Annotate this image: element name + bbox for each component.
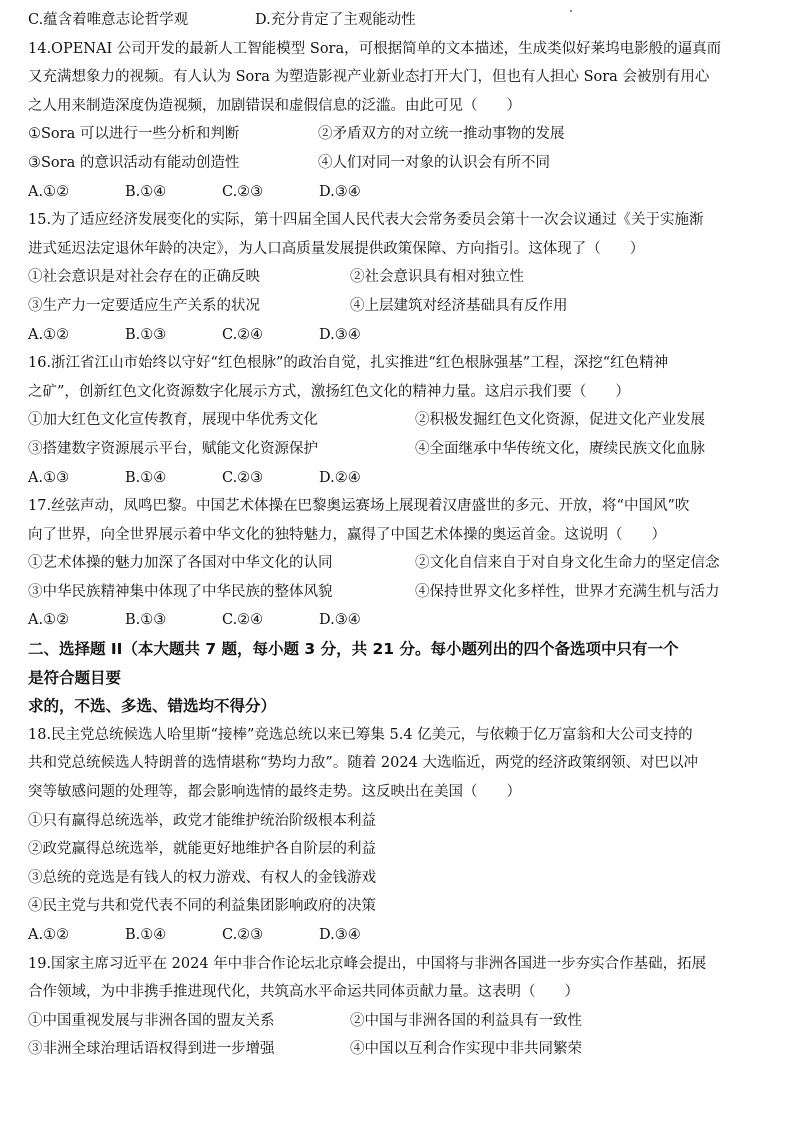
statement-row	[28, 1035, 780, 1064]
statement-3: ③中华民族精神集中体现了中华民族的整体风貌	[28, 583, 333, 600]
choice-b: B.①④	[125, 183, 167, 200]
statement-row	[28, 578, 780, 607]
choice-b: B.①③	[125, 326, 167, 343]
statement-row	[28, 1007, 780, 1036]
question-stem-line: 15.为了适应经济发展变化的实际，第十四届全国人民代表大会常务委员会第十一次会议通过《关于实施渐	[28, 212, 704, 229]
statement-2: ②积极发掘红色文化资源，促进文化产业发展	[415, 412, 705, 429]
choice-b: B.①④	[125, 927, 167, 943]
statement-2: ②矛盾双方的对立统一推动事物的发展	[318, 126, 565, 143]
answer-choices	[28, 464, 780, 493]
choice-a: A.①②	[28, 183, 70, 200]
statement-1: ①社会意识是对社会存在的正确反映	[28, 269, 260, 286]
choice-c: C.②③	[222, 183, 264, 200]
exam-page	[28, 6, 780, 1064]
question-14	[28, 35, 780, 207]
statement-1: ①Sora 可以进行一些分析和判断	[28, 126, 240, 143]
statement-4: ④上层建筑对经济基础具有反作用	[350, 297, 568, 314]
question-stem-line: 又充满想象力的视频。有人认为 Sora 为塑造影视产业新业态打开大门，但也有人担心 Sora 会被别有用心	[28, 69, 710, 86]
question-stem-line: 18.民主党总统候选人哈里斯“接棒”竞选总统以来已筹集 5.4 亿美元，与依赖于亿万富翁和大公司支持的	[28, 726, 693, 743]
statement-row	[28, 549, 780, 578]
choice-c: C.②④	[222, 612, 264, 629]
question-stem-line: 14.OPENAI 公司开发的最新人工智能模型 Sora，可根据简单的文本描述，生成类似好莱坞电影般的逼真而	[28, 40, 722, 57]
statement-row	[28, 149, 780, 178]
question-stem-line: 之矿”，创新红色文化资源数字化展示方式，激扬红色文化的精神力量。这启示我们要（ ）	[28, 383, 630, 400]
statement-row	[28, 435, 780, 464]
statement-3: ③非洲全球治理话语权得到进一步增强	[28, 1041, 275, 1058]
statement-2: ②社会意识具有相对独立性	[350, 269, 524, 286]
question-stem-line: 向了世界，向全世界展示着中华文化的独特魅力，赢得了中国艺术体操的奥运首金。这说明（ ）	[28, 526, 666, 543]
question-stem-line: 16.浙江省江山市始终以守好“红色根脉”的政治自觉，扎实推进“红色根脉强基”工程，深挖“红色精神	[28, 355, 669, 372]
statement-4: ④民主党与共和党代表不同的利益集团影响政府的决策	[28, 898, 376, 915]
question-19	[28, 950, 780, 1064]
question-stem-line: 共和党总统候选人特朗普的选情堪称“势均力敌”。随着 2024 大选临近，两党的经济政策纲领、对巴以冲	[28, 755, 698, 772]
statement-1: ①中国重视发展与非洲各国的盟友关系	[28, 1012, 275, 1029]
section-heading-line: 求的，不选、多选、错选均不得分）	[28, 697, 277, 716]
question-17	[28, 492, 780, 635]
statement-row	[28, 263, 780, 292]
choice-d: D.②④	[319, 469, 361, 486]
statement-1: ①艺术体操的魅力加深了各国对中华文化的认同	[28, 555, 333, 572]
answer-choices	[28, 606, 780, 635]
choice-b: B.①③	[125, 612, 167, 629]
statement-2: ②文化自信来自于对自身文化生命力的坚定信念	[415, 555, 720, 572]
section-heading	[28, 635, 780, 721]
choice-c: C.②④	[222, 326, 264, 343]
choice-c: C.②③	[222, 927, 264, 943]
question-15	[28, 206, 780, 349]
option-c: C.蕴含着唯意志论哲学观	[28, 12, 189, 28]
choice-b: B.①④	[125, 469, 167, 486]
statement-3: ③搭建数字资源展示平台，赋能文化资源保护	[28, 440, 318, 457]
question-stem-line: 合作领域，为中非携手推进现代化，共筑高水平命运共同体贡献力量。这表明（ ）	[28, 984, 579, 1001]
statement-4: ④全面继承中华传统文化，赓续民族文化血脉	[415, 440, 705, 457]
statement-4: ④中国以互利合作实现中非共同繁荣	[350, 1041, 582, 1058]
choice-d: D.③④	[319, 183, 361, 200]
answer-choices	[28, 921, 780, 950]
choice-d: D.③④	[319, 927, 361, 943]
statement-row	[28, 406, 780, 435]
statement-4: ④保持世界文化多样性，世界才充满生机与活力	[415, 583, 720, 600]
option-d: D.充分肯定了主观能动性	[255, 12, 416, 28]
choice-c: C.②③	[222, 469, 264, 486]
section-heading-line: 二、选择题 II（本大题共 7 题，每小题 3 分，共 21 分。每小题列出的四个备选项中只有一个	[28, 640, 679, 659]
statement-row	[28, 292, 780, 321]
answer-choices	[28, 178, 780, 207]
question-stem-line: 之人用来制造深度伪造视频，加剧错误和虚假信息的泛滥。由此可见（ ）	[28, 97, 521, 114]
question-stem-line: 17.丝弦声动，凤鸣巴黎。中国艺术体操在巴黎奥运赛场上展现着汉唐盛世的多元、开放，将“中国风”吹	[28, 498, 690, 515]
statement-2: ②政党赢得总统选举，就能更好地维护各自阶层的利益	[28, 841, 376, 858]
statement-1: ①加大红色文化宣传教育，展现中华优秀文化	[28, 412, 318, 429]
choice-d: D.③④	[319, 612, 361, 629]
choice-a: A.①②	[28, 927, 70, 943]
section-heading-line: 是符合题目要	[28, 668, 122, 687]
question-stem-line: 进式延迟法定退休年龄的决定》，为人口高质量发展提供政策保障、方向指引。这体现了（ ）	[28, 240, 645, 257]
statement-3: ③Sora 的意识活动有能动创造性	[28, 154, 240, 171]
statement-1: ①只有赢得总统选举，政党才能维护统治阶级根本利益	[28, 812, 376, 829]
statement-4: ④人们对同一对象的认识会有所不同	[318, 154, 550, 171]
statement-3: ③总统的竞选是有钱人的权力游戏、有权人的金钱游戏	[28, 869, 376, 886]
top-options-row	[28, 6, 780, 35]
question-stem-line: 19.国家主席习近平在 2024 年中非合作论坛北京峰会提出，中国将与非洲各国进一步夯实合作基础，拓展	[28, 955, 707, 972]
choice-d: D.③④	[319, 326, 361, 343]
choice-a: A.①②	[28, 326, 70, 343]
answer-choices	[28, 321, 780, 350]
question-stem-line: 突等敏感问题的处理等，都会影响选情的最终走势。这反映出在美国（ ）	[28, 784, 521, 801]
question-18	[28, 721, 780, 950]
statement-3: ③生产力一定要适应生产关系的状况	[28, 297, 260, 314]
choice-a: A.①②	[28, 612, 70, 629]
choice-a: A.①③	[28, 469, 70, 486]
statement-2: ②中国与非洲各国的利益具有一致性	[350, 1012, 582, 1029]
statement-row	[28, 120, 780, 149]
question-16	[28, 349, 780, 492]
